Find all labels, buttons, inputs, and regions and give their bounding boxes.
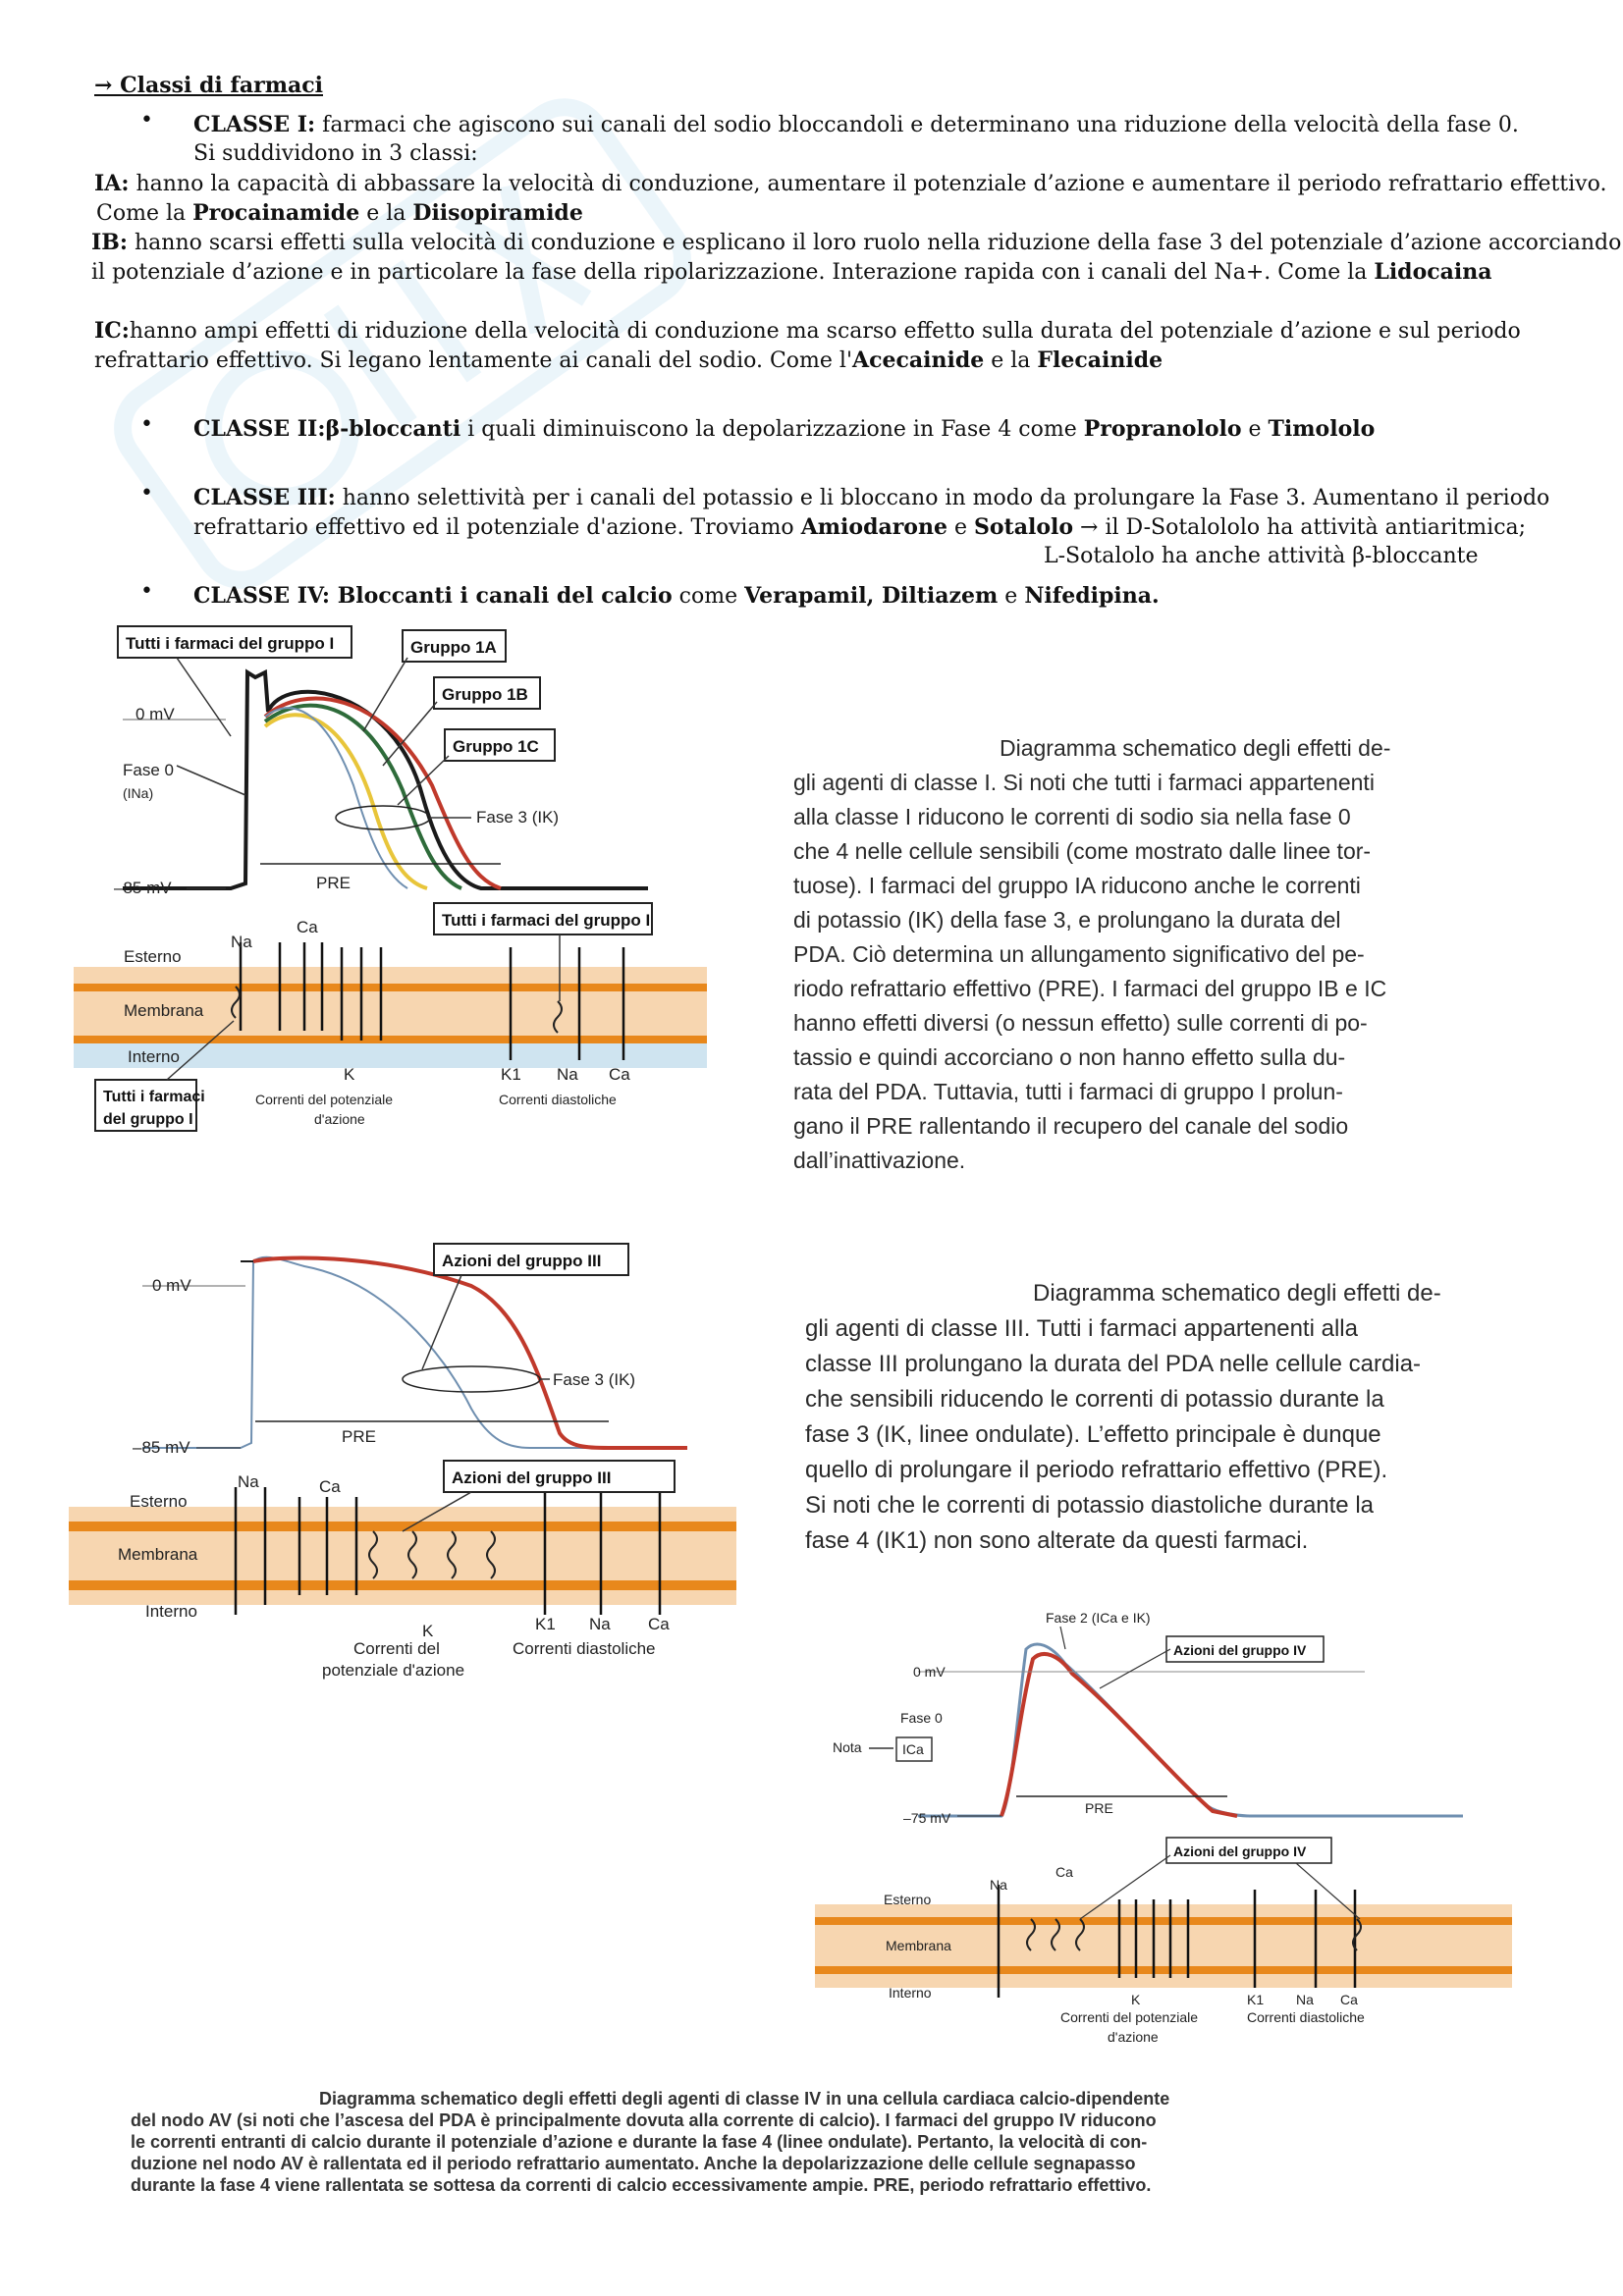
label-ca2-3: Ca (648, 1615, 670, 1633)
label-na2: Na (557, 1065, 578, 1084)
membrane-band-top-3 (69, 1522, 736, 1531)
class1-line1 (193, 110, 1519, 140)
caption1-line: rata del PDA. Tuttavia, tutti i farmaci di gruppo I prolun- (793, 1079, 1343, 1104)
caption3-line: che sensibili riducendo le correnti di potassio durante la (805, 1386, 1384, 1413)
label-correnti-diast-4: Correnti diastoliche (1247, 2009, 1365, 2025)
ib-text: hanno scarsi effetti sulla velocità di conduzione e esplicano il loro ruolo nella riduzione della fase 3 del potenziale d’azione accorciando (128, 231, 1622, 255)
class1-text: farmaci che agiscono sui canali del sodio bloccandoli e determinano una riduzione della velocità della fase 0. (315, 113, 1519, 137)
label-fase2-4: Fase 2 (ICa e IK) (1046, 1610, 1151, 1626)
figure-class1 (69, 618, 717, 1139)
label-ca-4: Ca (1055, 1864, 1073, 1880)
class2-mid: e (1241, 417, 1269, 442)
ic-label: IC: (94, 318, 130, 344)
label-membrana-4: Membrana (886, 1938, 951, 1953)
curve-group4 (1001, 1654, 1237, 1816)
label-pre: PRE (316, 874, 351, 892)
caption1-line: gli agenti di classe I. Si noti che tutti i farmaci appartenenti (793, 770, 1375, 795)
caption3-line: fase 4 (IK1) non sono alterate da questi farmaci. (805, 1527, 1309, 1554)
class4-mid: e (998, 584, 1025, 609)
label-ca2-4: Ca (1340, 1992, 1358, 2007)
label-k1-4: K1 (1247, 1992, 1265, 2007)
class4-line (193, 581, 1160, 612)
label-ca-3: Ca (319, 1477, 341, 1496)
caption3-line: gli agenti di classe III. Tutti i farmaci appartenenti alla (805, 1315, 1358, 1342)
label-box-1b: Gruppo 1B (442, 685, 528, 704)
caption1-line: riodo refrattario effettivo (PRE). I farmaci del gruppo IB e IC (793, 976, 1387, 1001)
class3-line2 (193, 512, 1526, 543)
drug-propranololo: Propranololo (1083, 416, 1242, 442)
ellipse-fase3 (336, 806, 430, 829)
caption4-line: Diagramma schematico degli effetti degli agenti di classe IV in una cellula cardiaca calcio-dipendente (319, 2089, 1170, 2109)
caption-class4 (131, 2088, 1169, 2196)
class4-label: CLASSE IV: Bloccanti i canali del calcio (193, 583, 673, 609)
label-interno-3: Interno (145, 1602, 197, 1621)
label-correnti-pa-1-4: Correnti del potenziale (1060, 2009, 1199, 2025)
figure-class4 (805, 1605, 1522, 2056)
caption-class3 (805, 1276, 1441, 1559)
ic-line2-mid: e la (984, 348, 1038, 373)
label-box-top-3: Azioni del gruppo III (442, 1252, 602, 1270)
ic-line2-text: refrattario effettivo. Si legano lentamente ai canali del sodio. Come l' (94, 348, 853, 373)
label-minus75-4: –75 mV (903, 1810, 951, 1826)
class2-line (193, 414, 1375, 445)
caption1-line: PDA. Ciò determina un allungamento significativo del pe- (793, 941, 1365, 967)
label-correnti-pa-2-3: potenziale d'azione (322, 1661, 465, 1680)
class2-label: CLASSE II:β-bloccanti (193, 416, 461, 442)
label-0mv-3: 0 mV (152, 1276, 191, 1295)
label-ca: Ca (297, 918, 318, 936)
class2-text: i quali diminuiscono la depolarizzazione in Fase 4 come (460, 417, 1084, 442)
label-pre-3: PRE (342, 1427, 376, 1446)
caption1-line: hanno effetti diversi (o nessun effetto) sulle correnti di po- (793, 1010, 1368, 1036)
label-pre-4: PRE (1085, 1800, 1113, 1816)
class3-text: hanno selettività per i canali del potassio e li bloccano in modo da prolungare la Fase 3. Aumentano il periodo (335, 486, 1550, 510)
caption3-line: Diagramma schematico degli effetti de- (1033, 1280, 1441, 1307)
pointer-top-3 (422, 1275, 461, 1369)
drug-lidocaina: Lidocaina (1374, 259, 1492, 285)
ic-line2 (94, 346, 1163, 376)
label-correnti-pa-1-3: Correnti del (353, 1639, 440, 1658)
label-box-top-4: Azioni del gruppo IV (1173, 1642, 1307, 1658)
membrane-band-bottom (74, 1036, 707, 1043)
label-esterno-4: Esterno (884, 1892, 932, 1907)
drug-verapamil-diltiazem: Verapamil, Diltiazem (744, 583, 999, 609)
label-correnti-diast: Correnti diastoliche (499, 1092, 617, 1107)
caption3-line: Si noti che le correnti di potassio diastoliche durante la (805, 1492, 1374, 1519)
class1-line2: Si suddividono in 3 classi: (193, 141, 478, 166)
label-0mv: 0 mV (135, 705, 175, 723)
label-esterno: Esterno (124, 947, 182, 966)
caption1-line: che 4 nelle cellule sensibili (come mostrato dalle linee tor- (793, 838, 1372, 864)
drug-acecainide: Acecainide (852, 347, 985, 373)
class3-line2-post: → il D-Sotalololo ha attività antiaritmica; (1073, 515, 1527, 540)
label-fase0-4: Fase 0 (900, 1710, 943, 1726)
label-box-all2: Tutti i farmaci del gruppo I (442, 911, 651, 930)
class4-text: come (672, 584, 745, 609)
label-esterno-3: Esterno (130, 1492, 188, 1511)
label-fase3: Fase 3 (IK) (476, 808, 560, 827)
label-nota-4: Nota (833, 1739, 862, 1755)
caption1-line: tassio e quindi accorciano o non hanno effetto sulla du- (793, 1044, 1346, 1070)
bullet-dot: • (140, 579, 153, 604)
caption3-line: fase 3 (IK, linee ondulate). L’effetto principale è dunque (805, 1421, 1381, 1448)
label-box-all: Tutti i farmaci del gruppo I (126, 634, 335, 653)
curve-control (123, 672, 648, 888)
label-membrana: Membrana (124, 1001, 204, 1020)
ap-curves-4 (918, 1644, 1463, 1816)
membrane-band-bottom-4 (815, 1966, 1512, 1974)
label-k-3: K (422, 1622, 434, 1640)
label-interno: Interno (128, 1047, 180, 1066)
label-fase0: Fase 0 (123, 761, 174, 779)
label-na2-4: Na (1296, 1992, 1314, 2007)
caption4-line: durante la fase 4 viene rallentata se sottesa da correnti di calcio eccessivamente ampie. PRE, periodo refrattario effettivo. (131, 2175, 1152, 2195)
class3-line3: L-Sotalolo ha anche attività β-bloccante (1044, 544, 1479, 568)
ib-label: IB: (91, 230, 129, 255)
caption1-line: alla classe I riducono le correnti di sodio sia nella fase 0 (793, 804, 1351, 829)
ic-line1 (94, 316, 1521, 347)
label-k-4: K (1131, 1992, 1141, 2007)
label-k: K (344, 1065, 355, 1084)
membrane-band-top-4 (815, 1917, 1512, 1925)
caption4-line: del nodo AV (si noti che l’ascesa del PDA è principalmente dovuta alla corrente di calcio). I farmaci del gruppo IV riducono (131, 2110, 1157, 2130)
drug-flecainide: Flecainide (1037, 347, 1163, 373)
ia-text: hanno la capacità di abbassare la velocità di conduzione, aumentare il potenziale d’azione e aumentare il periodo refrattario effettivo. (129, 172, 1607, 196)
label-correnti-pa-2: d'azione (314, 1111, 365, 1127)
drug-timololo: Timololo (1268, 416, 1376, 442)
ia-line2 (96, 198, 583, 229)
pointer-1a (363, 658, 407, 731)
label-correnti-pa-1: Correnti del potenziale (255, 1092, 394, 1107)
drug-procainamide: Procainamide (192, 200, 360, 226)
drug-diisopiramide: Diisopiramide (412, 200, 583, 226)
label-ina: (INa) (123, 785, 154, 801)
drug-nifedipina: Nifedipina. (1024, 583, 1160, 609)
caption4-line: le correnti entranti di calcio durante il potenziale d’azione e durante la fase 4 (linee ondulate). Pertanto, la velocità di con- (131, 2132, 1148, 2152)
membrane-band-bottom-3 (69, 1580, 736, 1590)
ap-curves (123, 672, 648, 888)
label-minus85: –85 mV (114, 879, 172, 897)
ia-line2-mid: e la (359, 201, 413, 226)
caption3-line: quello di prolungare il periodo refrattario effettivo (PRE). (805, 1457, 1388, 1483)
label-box-1c: Gruppo 1C (453, 737, 539, 756)
label-na-4: Na (990, 1877, 1007, 1893)
ia-line1 (94, 169, 1606, 199)
label-fase3-3: Fase 3 (IK) (553, 1370, 636, 1389)
caption1-line: dall’inattivazione. (793, 1148, 966, 1173)
class1-label: CLASSE I: (193, 112, 316, 137)
caption3-line: classe III prolungano la durata del PDA nelle cellule cardia- (805, 1351, 1422, 1377)
ib-line2 (91, 257, 1492, 288)
pointer-fase0 (177, 766, 245, 795)
pointer-top-4 (1100, 1649, 1170, 1688)
ellipse-fase3-3 (403, 1366, 540, 1392)
ib-line2-text: il potenziale d’azione e in particolare la fase della ripolarizzazione. Interazione rapida con i canali del Na+. Come la (91, 260, 1375, 285)
ic-text: hanno ampi effetti di riduzione della velocità di conduzione ma scarso effetto sulla durata del potenziale d’azione e sul periodo (129, 319, 1521, 344)
label-correnti-diast-3: Correnti diastoliche (513, 1639, 656, 1658)
caption1-line: tuose). I farmaci del gruppo IA riducono anche le correnti (793, 873, 1361, 898)
label-membrana-3: Membrana (118, 1545, 198, 1564)
caption1-line: gano il PRE rallentando il recupero del canale del sodio (793, 1113, 1349, 1139)
figure-class3 (59, 1232, 746, 1693)
caption1-line: di potassio (IK) della fase 3, e prolungano la durata del (793, 907, 1341, 933)
label-box-bottom-2: del gruppo I (103, 1111, 193, 1128)
caption1-line: Diagramma schematico degli effetti de- (1000, 735, 1391, 761)
label-0mv-4: 0 mV (913, 1664, 946, 1680)
label-box-1a: Gruppo 1A (410, 638, 497, 657)
class3-line2-text: refrattario effettivo ed il potenziale d'azione. Troviamo (193, 515, 801, 540)
section-heading: → Classi di farmaci (94, 73, 323, 98)
label-na: Na (231, 933, 252, 951)
label-correnti-pa-2-4: d'azione (1108, 2029, 1159, 2045)
class3-label: CLASSE III: (193, 485, 336, 510)
label-interno-4: Interno (889, 1985, 932, 2001)
curve-1b (265, 706, 461, 888)
membrane-band-top (74, 984, 707, 991)
label-ica-4: ICa (902, 1741, 924, 1757)
label-box-mid-3: Azioni del gruppo III (452, 1468, 612, 1487)
label-ca2: Ca (609, 1065, 630, 1084)
caption4-line: duzione nel nodo AV è rallentata ed il periodo refrattario aumentato. Anche la depolarizzazione delle cellule segnapasso (131, 2154, 1136, 2173)
label-minus85-3: –85 mV (133, 1438, 190, 1457)
bullet-dot: • (140, 412, 153, 437)
class3-mid: e (947, 515, 974, 540)
ia-label: IA: (94, 171, 130, 196)
class3-line1 (193, 483, 1549, 513)
pointer-fase2-4 (1060, 1627, 1065, 1649)
curve-group3 (253, 1257, 687, 1448)
label-box-mid-4: Azioni del gruppo IV (1173, 1843, 1307, 1859)
label-na-3: Na (238, 1472, 259, 1491)
ib-line1 (91, 228, 1621, 258)
caption-class1 (793, 731, 1390, 1178)
label-na2-3: Na (589, 1615, 611, 1633)
label-k1: K1 (501, 1065, 521, 1084)
label-box-bottom-1: Tutti i farmaci (103, 1089, 205, 1105)
drug-sotalolo: Sotalolo (973, 514, 1074, 540)
drug-amiodarone: Amiodarone (800, 514, 947, 540)
label-k1-3: K1 (535, 1615, 556, 1633)
ia-line2-text: Come la (96, 201, 193, 226)
bullet-dot: • (140, 481, 153, 506)
pointer-all (177, 658, 231, 736)
bullet-dot: • (140, 108, 153, 133)
